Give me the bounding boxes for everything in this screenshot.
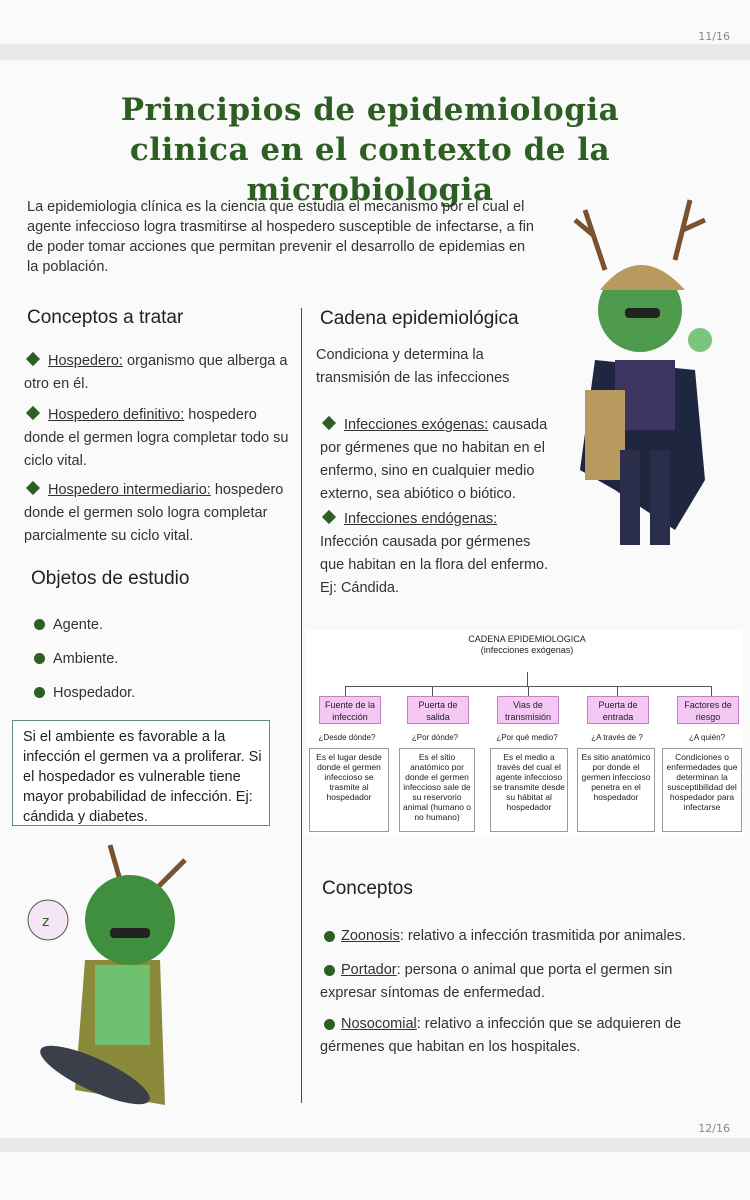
diagram-description: Es sitio anatómico por donde el germen infeccioso penetra en el hospedador	[577, 748, 655, 832]
diamond-bullet-icon	[26, 406, 40, 420]
heading-cadena-epidemiologica: Cadena epidemiológica	[320, 308, 519, 330]
cadena-intro: Condiciona y determina la transmisión de las infecciones	[316, 347, 510, 386]
diamond-bullet-icon	[322, 416, 336, 430]
diagram-question: ¿A quién?	[688, 733, 726, 742]
objeto-item: Agente.	[53, 617, 103, 633]
diagram-question: ¿Desde dónde?	[318, 733, 376, 742]
diagram-description: Es el lugar desde donde el germen infeccioso se trasmite al hospedador	[309, 748, 389, 832]
diagram-description: Condiciones o enfermedades que determinan la susceptibilidad del hospedador para infectarse	[662, 748, 742, 832]
concepto-item: Zoonosis: relativo a infección trasmitida por animales.	[341, 928, 686, 944]
page-number-bottom: 12/16	[698, 1122, 730, 1135]
heading-objetos-de-estudio: Objetos de estudio	[31, 568, 189, 590]
diagram-node: Puerta de salida	[407, 696, 469, 724]
heading-conceptos-a-tratar: Conceptos a tratar	[27, 307, 183, 329]
diagram-node: Vias de transmisión	[497, 696, 559, 724]
exogenas-item: Infecciones exógenas: causada por gérmenes que no habitan en el enfermo, sino en cualquier medio externo, sea abiótico o biótico.	[320, 417, 548, 502]
cadena-diagram	[307, 630, 743, 835]
concept-item: Hospedero definitivo: hospedero donde el germen logra completar todo su ciclo vital.	[24, 407, 289, 469]
bullet-dot-icon	[324, 931, 335, 942]
heading-conceptos: Conceptos	[322, 878, 413, 900]
diagram-node: Factores de riesgo	[677, 696, 739, 724]
character-illustration-bottom	[25, 840, 205, 1120]
diagram-connector	[711, 686, 712, 696]
diagram-question: ¿A través de ?	[591, 733, 643, 742]
note-box: Si el ambiente es favorable a la infección el germen va a proliferar. Si el hospedador es vulnerable tiene mayor probabilidad de infección. Ej: cándida y diabetes.	[12, 720, 270, 826]
intro-paragraph: La epidemiologia clínica es la ciencia que estudia el mecanismo por el cual el agente infeccioso logra trasmitirse al hospedero susceptible de infectarse, a fin de poder tomar acciones que permitan prevenir el desarrollo de epidemias en la población.	[27, 199, 534, 275]
svg-text:z: z	[42, 914, 50, 930]
bullet-dot-icon	[34, 653, 45, 664]
diagram-node: Fuente de la infección	[319, 696, 381, 724]
objeto-item: Ambiente.	[53, 651, 119, 667]
diamond-bullet-icon	[322, 510, 336, 524]
character-illustration-top	[565, 190, 725, 560]
diagram-connector	[528, 686, 529, 696]
diagram-connector	[432, 686, 433, 696]
bullet-dot-icon	[34, 687, 45, 698]
objeto-item: Hospedador.	[53, 685, 136, 701]
diagram-question: ¿Por qué medio?	[496, 733, 558, 742]
page-number-top: 11/16	[698, 30, 730, 43]
diagram-node: Puerta de entrada	[587, 696, 649, 724]
next-page-strip	[0, 1152, 750, 1200]
diagram-description: Es el sitio anatómico por donde el germen infeccioso sale de su reservorio animal (humano o no humano)	[399, 748, 475, 832]
page-title: Principios de epidemiologia clinica en el contexto de la microbiologia	[120, 92, 620, 208]
diagram-connector	[345, 686, 346, 696]
column-divider	[301, 308, 302, 1103]
diagram-question: ¿Por dónde?	[411, 733, 459, 742]
diagram-connector	[527, 672, 528, 686]
diamond-bullet-icon	[26, 481, 40, 495]
diagram-description: Es el medio a través del cual el agente infeccioso se transmite desde su hábitat al hospedador	[490, 748, 568, 832]
previous-page-strip	[0, 0, 750, 44]
endogenas-item: Infecciones endógenas: Infección causada por gérmenes que habitan en la flora del enfermo. Ej: Cándida.	[320, 511, 549, 596]
diagram-title: CADENA EPIDEMIOLOGICA (infecciones exógenas)	[468, 634, 586, 655]
bullet-dot-icon	[34, 619, 45, 630]
page	[0, 60, 750, 1138]
diagram-connector	[617, 686, 618, 696]
concepto-item: Nosocomial: relativo a infección que se adquieren de gérmenes que habitan en los hospitales.	[320, 1016, 682, 1055]
diamond-bullet-icon	[26, 352, 40, 366]
concept-item: Hospedero: organismo que alberga a otro en él.	[24, 353, 288, 392]
concepto-item: Portador: persona o animal que porta el germen sin expresar síntomas de enfermedad.	[320, 962, 673, 1001]
concept-item: Hospedero intermediario: hospedero donde el germen solo logra completar parcialmente su ciclo vital.	[24, 482, 284, 544]
